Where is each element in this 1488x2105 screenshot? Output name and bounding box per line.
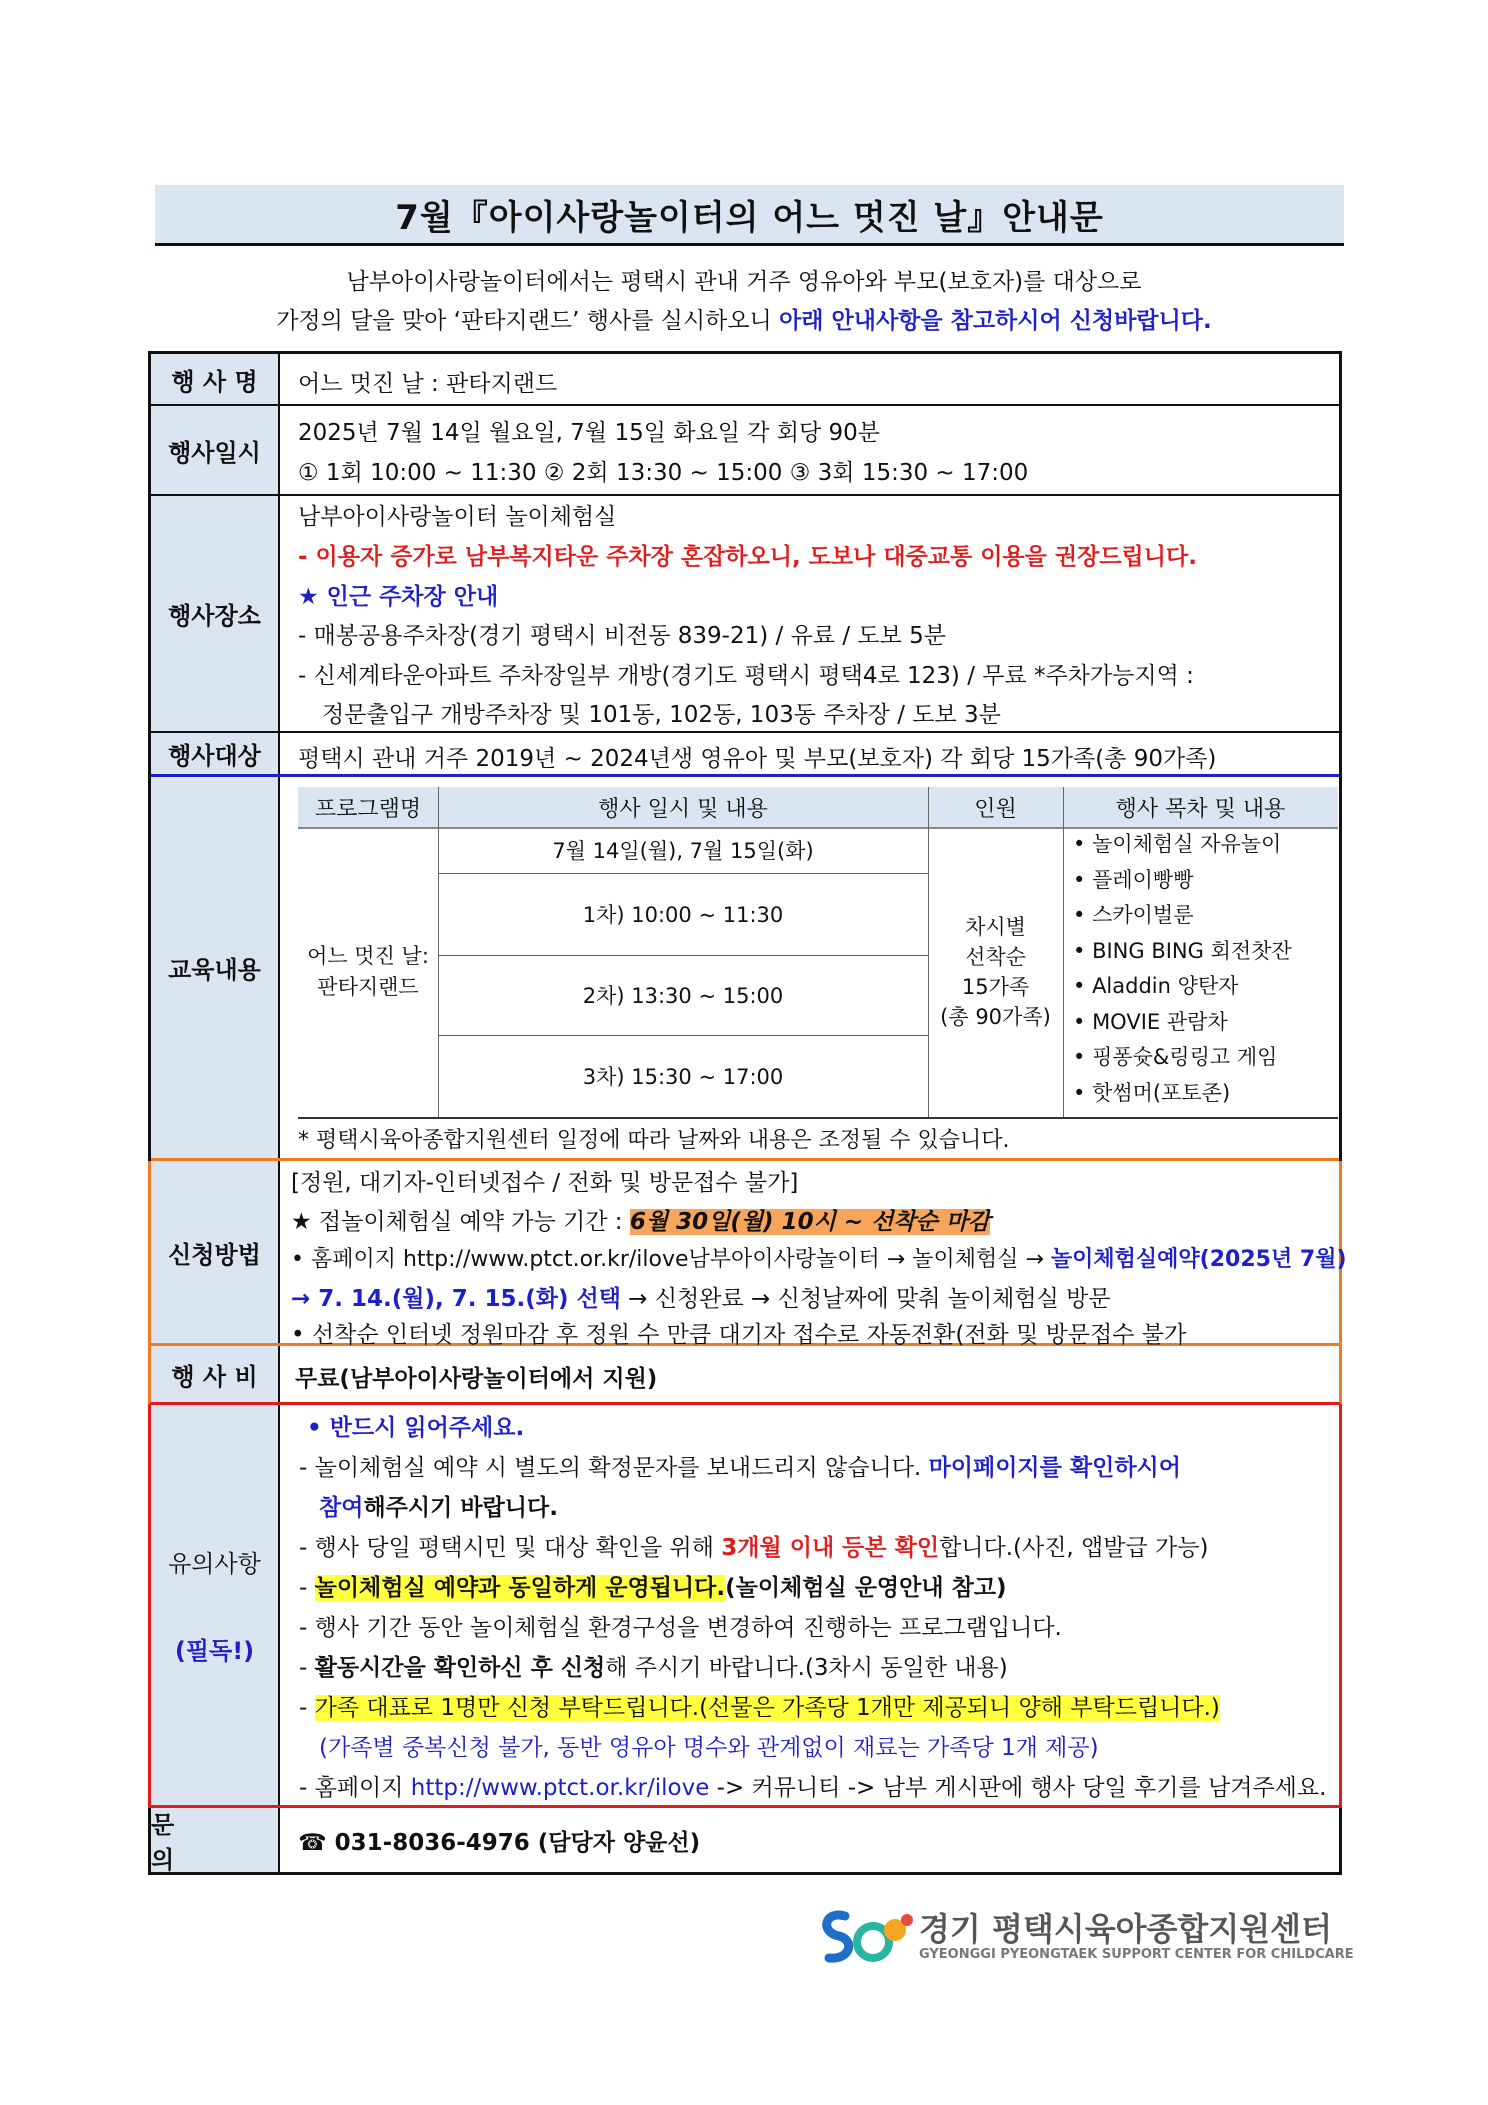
label-event-date: 행사일시	[151, 406, 280, 494]
logo-name-english: GYEONGGI PYEONGTAEK SUPPORT CENTER FOR CHILDCARE	[919, 1947, 1354, 1962]
notice-id-check: 3개월 이내 등본 확인	[721, 1535, 940, 1561]
label-target: 행사대상	[151, 733, 280, 774]
list-item: • 핫썸머(포토존)	[1073, 1080, 1231, 1105]
notice-line-9: (가족별 중복신청 불가, 동반 영유아 명수와 관계없이 재료는 가족당 1개 제공)	[319, 1735, 1099, 1761]
people-line: 15가족	[961, 975, 1030, 999]
notice-line-6: - 행사 기간 동안 놀이체험실 환경구성을 변경하여 진행하는 프로그램입니다.	[299, 1615, 1062, 1641]
event-name-value: 어느 멋진 날 : 판타지랜드	[298, 371, 558, 397]
row-event-date	[151, 406, 1339, 496]
apply-line-1: [정원, 대기자-인터넷접수 / 전화 및 방문접수 불가]	[291, 1170, 799, 1196]
apply-line-2: ★ 접놀이체험실 예약 가능 기간 : 6월 30일(월) 10시 ~ 선착순 마감	[291, 1209, 991, 1235]
label-event-name: 행 사 명	[151, 354, 280, 404]
notice-line-4: - 행사 당일 평택시민 및 대상 확인을 위해 3개월 이내 등본 확인합니다.(사진, 앱발급 가능)	[299, 1535, 1209, 1561]
row-event-name	[151, 354, 1339, 406]
program-dates: 7월 14일(월), 7월 15일(화)	[552, 839, 814, 863]
session-2: 2차) 13:30 ~ 15:00	[582, 984, 784, 1008]
divider	[298, 1117, 1338, 1119]
notice-line-10: - 홈페이지 http://www.ptct.or.kr/ilove -> 커뮤니티 -> 남부 게시판에 행사 당일 후기를 남겨주세요.	[299, 1775, 1327, 1801]
place-line-3: ★ 인근 주차장 안내	[298, 584, 499, 610]
center-logo	[815, 1900, 1354, 1970]
list-item: • 스카이벌룬	[1073, 903, 1194, 927]
place-line-4: - 매봉공용주차장(경기 평택시 비전동 839-21) / 유료 / 도보 5분	[298, 623, 947, 649]
document-title: 7월『아이사랑놀이터의 어느 멋진 날』안내문	[155, 185, 1344, 246]
list-item: • 핑퐁슛&링링고 게임	[1073, 1045, 1278, 1069]
label-fee: 행 사 비	[151, 1346, 280, 1402]
people-info	[928, 827, 1063, 1117]
program-name-line-1: 어느 멋진 날:	[307, 944, 429, 968]
row-event-place	[151, 496, 1339, 733]
row-notice	[148, 1405, 1342, 1808]
logo-name-korean: 경기 평택시육아종합지원센터	[919, 1910, 1332, 1948]
label-event-place: 행사장소	[151, 496, 280, 731]
row-target	[151, 733, 1339, 777]
apply-line-5: • 선착순 인터넷 정원마감 후 정원 수 만큼 대기자 접수로 자동전환(전화 및 방문접수 불가	[291, 1322, 1187, 1348]
place-line-1: 남부아이사랑놀이터 놀이체험실	[298, 504, 617, 530]
session-1: 1차) 10:00 ~ 11:30	[582, 903, 784, 927]
header-people: 인원	[928, 787, 1063, 829]
homepage-link[interactable]: http://www.ptct.or.kr/ilove	[410, 1775, 710, 1801]
place-line-6: 정문출입구 개방주차장 및 101동, 102동, 103동 주차장 / 도보 3분	[322, 702, 1001, 728]
program-name-line-2: 판타지랜드	[317, 975, 419, 999]
label-education: 교육내용	[151, 777, 280, 1158]
notice-line-8: - 가족 대표로 1명만 신청 부탁드립니다.(선물은 가족당 1개만 제공되니 양해 부탁드립니다.)	[299, 1695, 1220, 1721]
apply-select-dates: → 7. 14.(월), 7. 15.(화) 선택	[291, 1286, 621, 1312]
intro-text: 가정의 달을 맞아 ‘판타지랜드’ 행사를 실시하오니	[276, 308, 780, 334]
place-line-2: - 이용자 증가로 남부복지타운 주차장 혼잡하오니, 도보나 대중교통 이용을 권장드립니다.	[298, 544, 1197, 570]
notice-label: 유의사항	[168, 1550, 261, 1578]
notice-highlight: 놀이체험실 예약과 동일하게 운영됩니다.	[314, 1575, 726, 1601]
notice-line-2: - 놀이체험실 예약 시 별도의 확정문자를 보내드리지 않습니다. 마이페이지를 확인하시어	[299, 1455, 1181, 1481]
label-notice	[151, 1405, 280, 1805]
logo-mark-icon	[815, 1902, 915, 1968]
people-line: (총 90가족)	[940, 1005, 1051, 1029]
apply-line-3: • 홈페이지 http://www.ptct.or.kr/ilove남부아이사랑놀이터 → 놀이체험실 → 놀이체험실예약(2025년 7월)	[291, 1247, 1347, 1272]
apply-period: 6월 30일(월) 10시 ~ 선착순 마감	[629, 1209, 991, 1235]
fee-value: 무료(남부아이사랑놀이터에서 지원)	[295, 1366, 658, 1392]
info-table	[148, 351, 1347, 1875]
row-contact	[151, 1808, 1339, 1872]
contents-list	[1073, 827, 1338, 1111]
education-note: * 평택시육아종합지원센터 일정에 따라 날짜와 내용은 조정될 수 있습니다.	[298, 1128, 1010, 1153]
program-table	[298, 787, 1338, 1117]
label-apply: 신청방법	[151, 1161, 280, 1343]
contact-value: ☎ 031-8036-4976 (담당자 양윤선)	[298, 1830, 701, 1856]
notice-line-1: • 반드시 읽어주세요.	[307, 1415, 525, 1441]
session-3: 3차) 15:30 ~ 17:00	[582, 1065, 784, 1089]
list-item: • BING BING 회전찻잔	[1073, 938, 1292, 963]
list-item: • MOVIE 관람차	[1073, 1009, 1228, 1034]
place-line-5: - 신세계타운아파트 주차장일부 개방(경기도 평택시 평택4로 123) / 무료 *주차가능지역 :	[298, 663, 1194, 689]
target-value: 평택시 관내 거주 2019년 ~ 2024년생 영유아 및 부모(보호자) 각 회당 15가족(총 90가족)	[298, 746, 1217, 772]
list-item: • 놀이체험실 자유놀이	[1073, 832, 1282, 856]
notice-mypage: 마이페이지를 확인하시어	[928, 1455, 1181, 1481]
notice-must-read: (필독!)	[174, 1637, 255, 1665]
row-fee	[148, 1346, 1342, 1405]
header-schedule: 행사 일시 및 내용	[438, 787, 928, 829]
event-date-line-2: ① 1회 10:00 ~ 11:30 ② 2회 13:30 ~ 15:00 ③ 3회 15:30 ~ 17:00	[298, 460, 1029, 486]
event-date-line-1: 2025년 7월 14일 월요일, 7월 15일 화요일 각 회당 90분	[298, 420, 880, 446]
label-contact: 문 의	[151, 1808, 280, 1872]
apply-line-4: → 7. 14.(월), 7. 15.(화) 선택 → 신청완료 → 신청날짜에 맞춰 놀이체험실 방문	[291, 1286, 1111, 1312]
people-line: 차시별	[965, 915, 1026, 939]
header-contents: 행사 목차 및 내용	[1063, 787, 1338, 829]
notice-family-rule: 가족 대표로 1명만 신청 부탁드립니다.(선물은 가족당 1개만 제공되니 양해 부탁드립니다.)	[314, 1695, 1220, 1721]
intro-line-2	[0, 302, 1488, 335]
row-apply	[148, 1161, 1347, 1348]
notice-line-3: 참여해주시기 바랍니다.	[319, 1495, 558, 1521]
intro-line-1: 남부아이사랑놀이터에서는 평택시 관내 거주 영유아와 부모(보호자)를 대상으로	[346, 269, 1142, 295]
apply-link-text: 놀이체험실예약(2025년 7월)	[1050, 1247, 1347, 1272]
list-item: • 플레이빵빵	[1073, 867, 1194, 892]
people-line: 선착순	[965, 945, 1026, 969]
intro-emphasis: 아래 안내사항을 참고하시어 신청바랍니다.	[779, 308, 1212, 334]
header-program: 프로그램명	[298, 787, 438, 829]
notice-line-7: - 활동시간을 확인하신 후 신청해 주시기 바랍니다.(3차시 동일한 내용)	[299, 1655, 1008, 1681]
notice-line-5: - 놀이체험실 예약과 동일하게 운영됩니다.(놀이체험실 운영안내 참고)	[299, 1575, 1007, 1601]
program-name	[298, 827, 438, 1117]
list-item: • Aladdin 양탄자	[1073, 974, 1239, 998]
divider	[1063, 787, 1064, 1117]
row-education	[151, 777, 1339, 1161]
